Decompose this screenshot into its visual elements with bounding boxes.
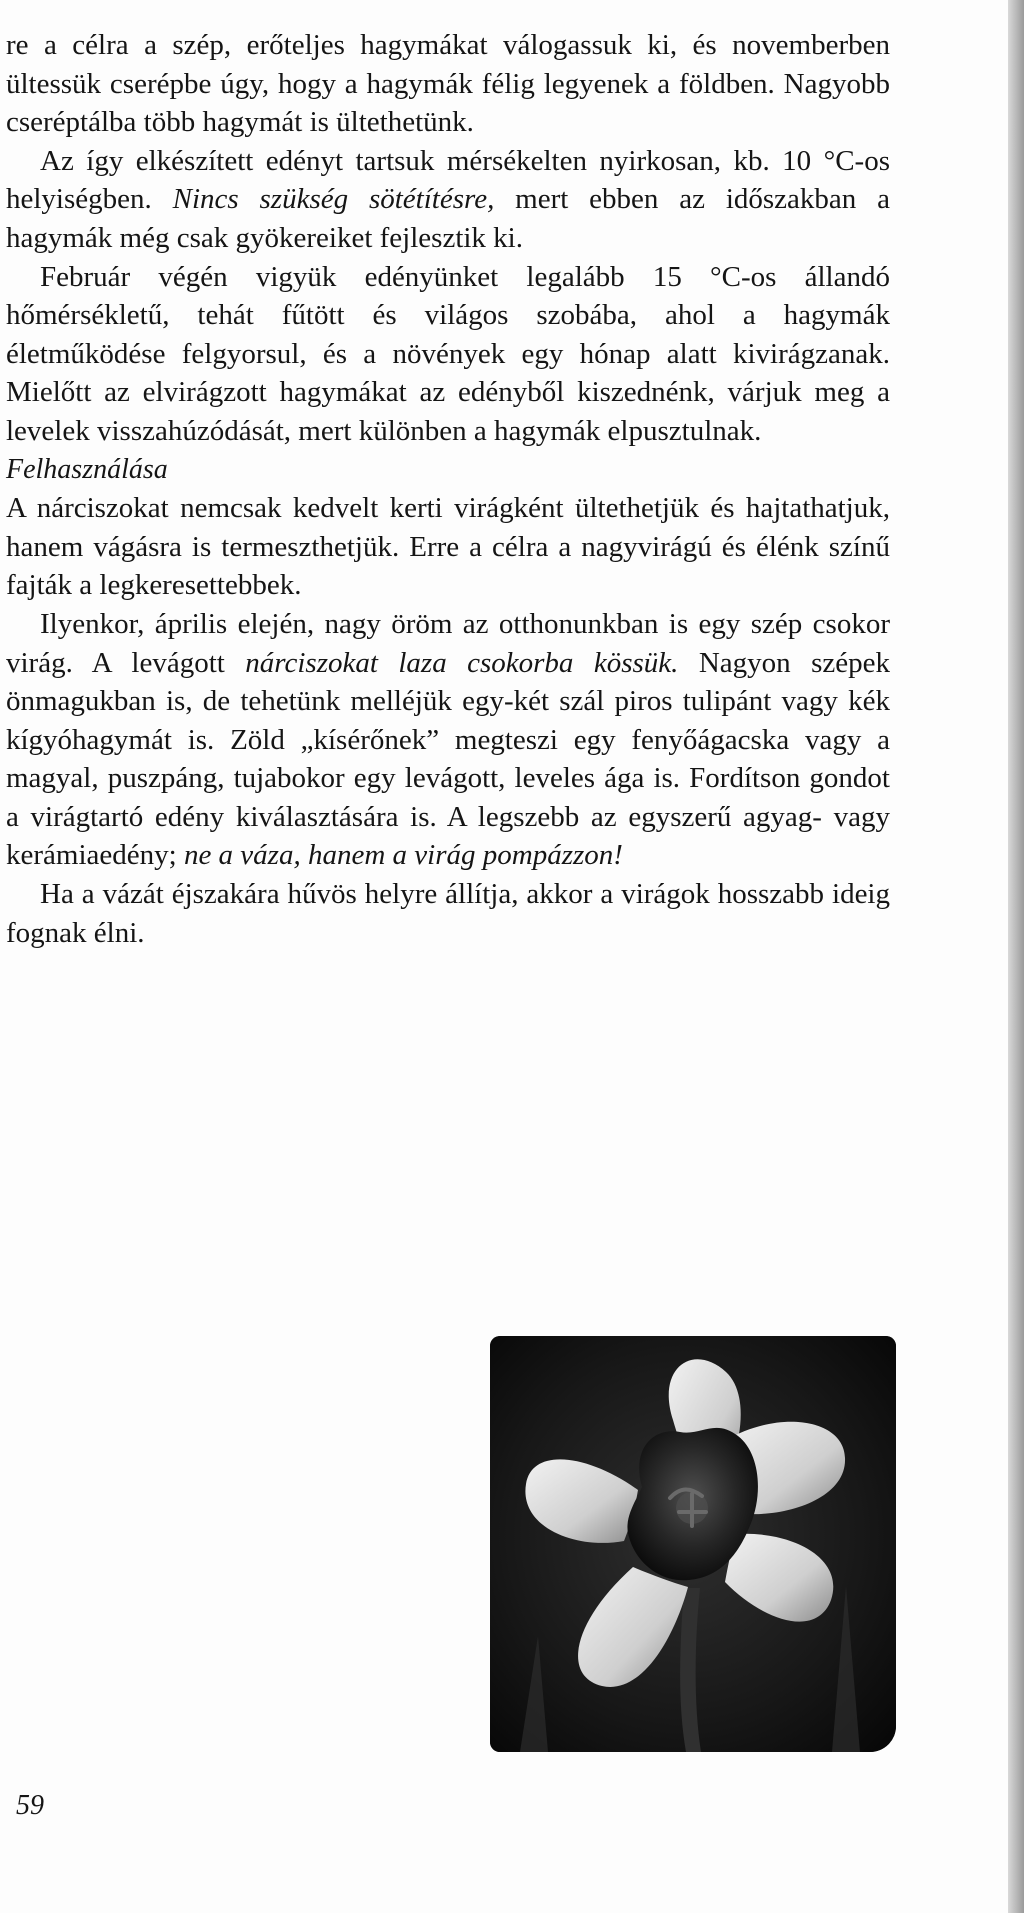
paragraph-3 (6, 258, 890, 451)
paragraph-5-text-middle: Nagyon szépek önmagukban is, de tehetünk melléjük egy-két szál piros tulipánt vagy kék kígyóhagymát is. Zöld „kísérőnek” megteszi egy fenyőágacska vagy a magyal, puszpáng, tujabokor egy levágott, leveles ága is. Fordítson gondot a virágtartó edény kiválasztására is. A legszebb az egyszerű agyag- vagy kerámiaedény; (6, 646, 890, 872)
paragraph-5-emphasis-1: nárciszokat laza csokorba kössük. (245, 646, 679, 679)
paragraph-5-emphasis-2: ne a váza, hanem a virág pompázzon! (183, 839, 623, 872)
paragraph-4-text: A nárciszokat nemcsak kedvelt kerti virágként ültethetjük és hajtathatjuk, hanem vágásra is termeszthetjük. Erre a célra a nagyvirágú és élénk színű fajták a legkeresettebbek. (6, 492, 890, 602)
paragraph-2-emphasis: Nincs szükség sötétítésre, (172, 183, 495, 216)
daffodil-photo-icon (490, 1336, 896, 1752)
paragraph-2 (6, 142, 890, 258)
paragraph-6 (6, 875, 890, 952)
paragraph-1 (6, 26, 890, 142)
paragraph-4 (6, 489, 890, 605)
paragraph-5-text-start: Ilyenkor, április elején, nagy öröm az otthonunkban is egy szép csokor virág. A levágott (6, 607, 890, 679)
daffodil-photo (490, 1336, 896, 1752)
paragraph-5 (6, 605, 890, 875)
paragraph-6-text: Ha a vázát éjszakára hűvös helyre állítja, akkor a virágok hosszabb ideig fognak élni. (6, 878, 890, 949)
paragraph-2-text-start: Az így elkészített edényt tartsuk mérsékelten nyirkosan, kb. 10 °C-os helyiségben. (6, 144, 890, 216)
paragraph-1-text: re a célra a szép, erőteljes hagymákat válogassuk ki, és novemberben ültessük cserépbe úgy, hogy a hagymák félig legyenek a földben. Nagyobb cseréptálba több hagymát is ültethetünk. (6, 29, 890, 139)
page-edge-shadow (1008, 0, 1024, 1913)
paragraph-3-text: Február végén vigyük edényünket legalább 15 °C-os állandó hőmérsékletű, tehát fűtött és világos szobába, ahol a hagymák életműködése felgyorsul, és a növények egy hónap alatt kivirágzanak. Mielőtt az elvirágzott hagymákat az edényből kiszednénk, várjuk meg a levelek visszahúzódását, mert különben a hagymák elpusztulnak. (6, 260, 890, 447)
body-text (6, 26, 890, 952)
page-number: 59 (16, 1790, 44, 1821)
section-title: Felhasználása (6, 453, 168, 485)
paragraph-2-text-end: mert ebben az időszakban a hagymák még csak gyökereiket fejlesztik ki. (6, 183, 890, 254)
